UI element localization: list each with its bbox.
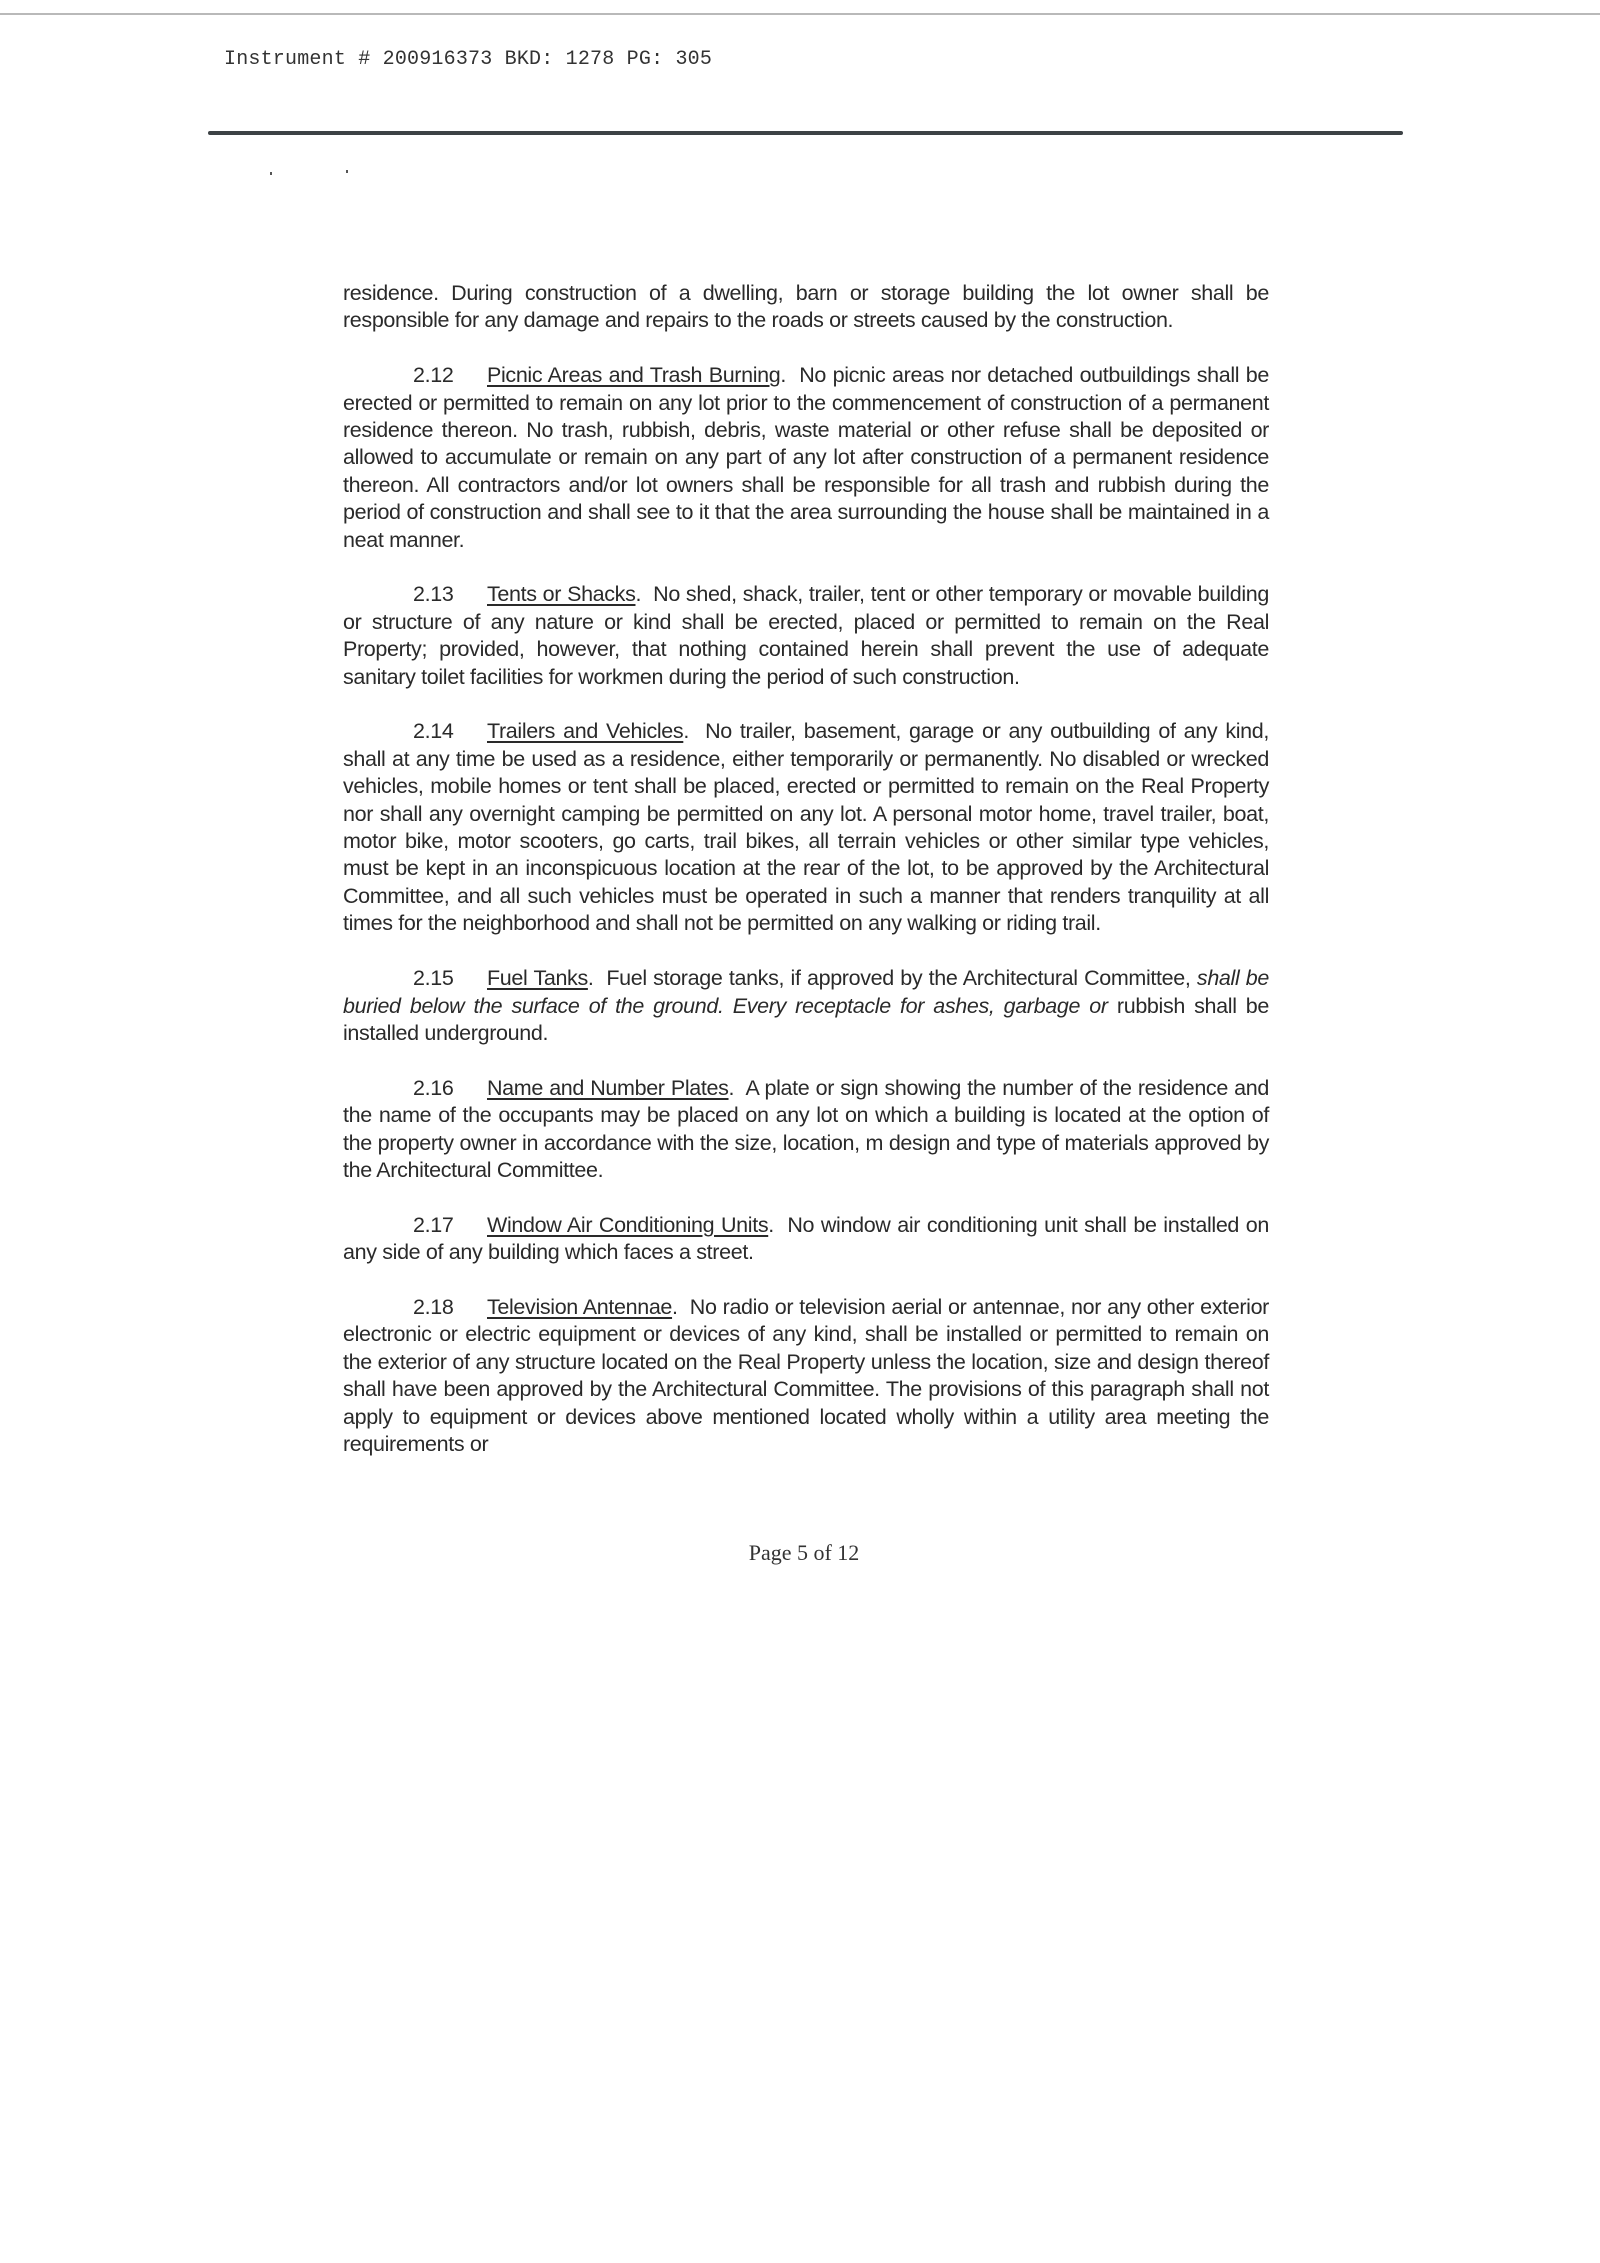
section-text: A plate or sign showing the number of the residence and the name of the occupants may be placed on any lot on which a building is located at the option of the property owner in accordance with the size, location, m design and type of materials approved by the Architectural Committee. — [343, 1075, 1269, 1182]
section-text: Fuel storage tanks, if approved by the Architectural Committee, — [606, 966, 1191, 991]
section-2-18: 2.18 Television Antennae. No radio or television aerial or antennae, nor any other exterior electronic or electric equipment or devices of any kind, shall be installed or permitted to remain on the exterior of any structure located on the Real Property unless the location, size and design thereof shall have been approved by the Architectural Committee. The provisions of this paragraph shall not apply to equipment or devices above mentioned located wholly within a utility area meeting the requirements or — [343, 1294, 1269, 1456]
section-heading: Fuel Tanks — [487, 966, 588, 991]
recording-header: Instrument # 200916373 BKD: 1278 PG: 305 — [224, 48, 713, 71]
section-text: No window air conditioning unit shall be installed on any side of any building which faces a street. — [343, 1212, 1269, 1265]
section-text-italic: shall be buried below the surface of the ground. Every receptacle for ashes, garbage or — [343, 966, 1270, 1018]
section-text: No shed, shack, trailer, tent or other temporary or movable building or structure of any nature or kind shall be erected, placed or permitted to remain on the Real Property; provided, however, that nothing contained herein shall prevent the use of adequate sanitary toilet facilities for workmen during the period of such construction. — [343, 582, 1269, 689]
section-heading: Picnic Areas and Trash Burning — [487, 363, 781, 388]
section-2-12: 2.12 Picnic Areas and Trash Burning. No picnic areas nor detached outbuildings shall be erected or permitted to remain on any lot prior to the commencement of construction of a permanent residence thereon. No trash, rubbish, debris, waste material or other refuse shall be deposited or allowed to accumulate or remain on any part of any lot after construction of a permanent residence thereon. All contractors and/or lot owners shall be responsible for all trash and rubbish during the period of construction and shall see to it that the area surrounding the house shall be maintained in a neat manner. — [343, 363, 1269, 552]
page-number: Page 5 of 12 — [748, 1540, 860, 1565]
section-2-14: 2.14 Trailers and Vehicles. No trailer, basement, garage or any outbuilding of any kind, shall at any time be used as a residence, either temporarily or permanently. No disabled or wrecked vehicles, mobile homes or tent shall be placed, erected or permitted to remain on the Real Property nor shall any overnight camping be permitted on any lot. A personal motor home, travel trailer, boat, motor bike, motor scooters, go carts, trail bikes, all terrain vehicles or other similar type vehicles, must be kept in an inconspicuous location at the rear of the lot, to be approved by the Architectural Committee, and all such vehicles must be operated in such a manner that renders tranquility at all times for the neighborhood and shall not be permitted on any walking or riding trail. — [343, 719, 1269, 936]
section-2-13: 2.13 Tents or Shacks. No shed, shack, trailer, tent or other temporary or movable building or structure of any nature or kind shall be erected, placed or permitted to remain on the Real Property; provided, however, that nothing contained herein shall prevent the use of adequate sanitary toilet facilities for workmen during the period of such construction. — [343, 582, 1269, 689]
section-heading: Window Air Conditioning Units — [487, 1212, 769, 1237]
section-number: 2.12 — [413, 363, 454, 388]
section-number: 2.16 — [413, 1075, 454, 1100]
section-text: No trailer, basement, garage or any outbuilding of any kind, shall at any time be used as a residence, either temporarily or permanently. No disabled or wrecked vehicles, mobile homes or tent shall be placed, erected or permitted to remain on the Real Property nor shall any overnight camping be permitted on any lot. A personal motor home, travel trailer, boat, motor bike, motor scooters, go carts, trail bikes, all terrain vehicles or other similar type vehicles, must be kept in an inconspicuous location at the rear of the lot, to be approved by the Architectural Committee, and all such vehicles must be operated in such a manner that renders tranquility at all times for the neighborhood and shall not be permitted on any walking or riding trail. — [343, 719, 1269, 936]
section-heading: Tents or Shacks — [487, 582, 636, 607]
scan-speck — [346, 170, 348, 173]
section-number: 2.18 — [413, 1294, 454, 1319]
section-heading: Trailers and Vehicles — [487, 719, 684, 744]
scan-speck — [270, 172, 272, 175]
section-text: No radio or television aerial or antennae, nor any other exterior electronic or electric equipment or devices of any kind, shall be installed or permitted to remain on the exterior of any structure located on the Real Property unless the location, size and design thereof shall have been approved by the Architectural Committee. The provisions of this paragraph shall not apply to equipment or devices above mentioned located wholly within a utility area meeting the requirements or — [343, 1294, 1269, 1456]
section-number: 2.13 — [413, 582, 454, 607]
section-2-16: 2.16 Name and Number Plates. A plate or sign showing the number of the residence and the name of the occupants may be placed on any lot on which a building is located at the option of the property owner in accordance with the size, location, m design and type of materials approved by the Architectural Committee. — [343, 1075, 1269, 1182]
section-number: 2.17 — [413, 1212, 454, 1237]
section-2-17: 2.17 Window Air Conditioning Units. No window air conditioning unit shall be installed on any side of any building which faces a street. — [343, 1212, 1269, 1265]
section-heading: Television Antennae — [487, 1294, 673, 1319]
header-rule — [208, 131, 1403, 135]
section-number: 2.14 — [413, 719, 454, 744]
document-body — [343, 280, 1269, 1486]
section-text-after: rubbish shall be installed underground. — [343, 993, 1270, 1045]
section-heading: Name and Number Plates — [487, 1075, 729, 1100]
section-number: 2.15 — [413, 966, 454, 991]
section-2-15: 2.15 Fuel Tanks. Fuel storage tanks, if approved by the Architectural Committee, shall be buried below the surface of the ground. Every receptacle for ashes, garbage or rubbish shall be installed underground. — [343, 966, 1270, 1045]
section-text: No picnic areas nor detached outbuildings shall be erected or permitted to remain on any lot prior to the commencement of construction of a permanent residence thereon. No trash, rubbish, debris, waste material or other refuse shall be deposited or allowed to accumulate or remain on any part of any lot after construction of a permanent residence thereon. All contractors and/or lot owners shall be responsible for all trash and rubbish during the period of construction and shall see to it that the area surrounding the house shall be maintained in a neat manner. — [343, 363, 1269, 552]
scan-edge-line — [0, 13, 1600, 15]
continuation-paragraph: residence. During construction of a dwelling, barn or storage building the lot owner shall be responsible for any damage and repairs to the roads or streets caused by the construction. — [343, 281, 1269, 333]
